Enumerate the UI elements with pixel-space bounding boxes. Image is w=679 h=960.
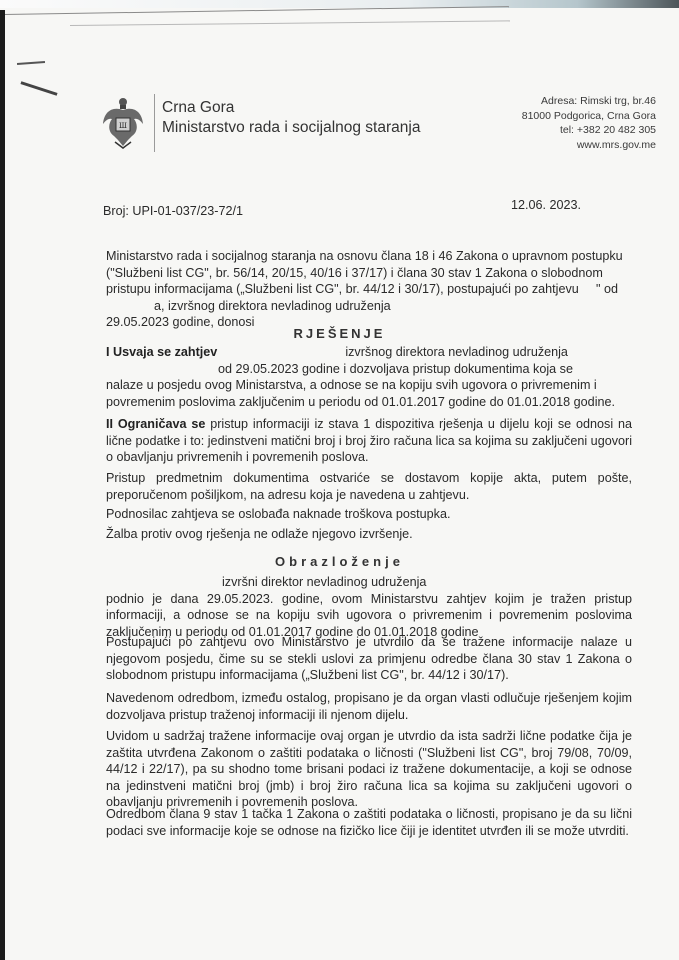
city-line: 81000 Podgorica, Crna Gora — [521, 109, 656, 122]
redacted-text — [217, 346, 345, 356]
section-1-paragraph — [106, 344, 632, 410]
phone-number: tel: +382 20 482 305 — [559, 124, 656, 136]
intro-line-end: " od — [596, 282, 618, 297]
reasoning-paragraph-1 — [106, 574, 632, 640]
section-1-line: nalaze u posjedu ovog Ministarstva, a odnose se na kopiju svih ugovora o privremenim i — [106, 378, 597, 393]
section-2-paragraph — [106, 416, 632, 466]
fee-paragraph: Podnosilac zahtjeva se oslobađa naknade troškova postupka. — [106, 507, 451, 521]
appeal-paragraph: Žalba protiv ovog rješenja ne odlaže njegovo izvršenje. — [106, 527, 413, 541]
section-1-line: povremenim poslovima zaključenim u periodu od 01.01.2017 godine do 01.01.2018 godine. — [106, 394, 615, 409]
reasoning-paragraph-2: Postupajući po zahtjevu ovo Ministarstvo je utvrdilo da se tražene informacije nalaze u njegovom posjedu, čime su se stekli uslovi za primjenu odredbe člana 30 stav 1 Zakona o slobodnom pristupu informacijama („Službeni list CG", br. 44/12 i 30/17). — [106, 635, 632, 683]
intro-line: Ministarstvo rada i socijalnog staranja na osnovu člana 18 i 46 Zakona o upravnom postupku — [106, 249, 623, 263]
reference-number: Broj: UPI-01-037/23-72/1 — [103, 204, 244, 218]
letterhead-divider — [154, 94, 155, 152]
section-1-lead: I Usvaja se zahtjev — [106, 345, 218, 359]
contact-block — [522, 94, 656, 152]
document-date: 12.06. 2023. — [511, 198, 582, 212]
coat-of-arms-icon — [100, 96, 146, 150]
organization-name — [162, 98, 420, 138]
website-link[interactable]: www.mrs.gov.me — [576, 138, 656, 151]
section-1-line — [106, 344, 632, 361]
section-2-lead: II Ograničava se — [106, 417, 206, 431]
intro-line: 29.05.2023 godine, donosi — [106, 315, 255, 330]
section-2-text: pristup informaciji iz stava 1 dispozitiva rješenja u dijelu koji se odnosi na lične podatke i to: jedinstveni matični broj i broj žiro računa lica sa kojima su zaključeni ugovori o obavljanju privremenih i povremenih poslova. — [106, 417, 632, 465]
section-1-text: izvršnog direktora nevladinog udruženja — [345, 345, 568, 359]
intro-line: ("Službeni list CG", br. 56/14, 20/15, 40/16 i 37/17) i člana 30 stav 1 Zakona o slobodnom — [106, 265, 603, 280]
decision-title: RJEŠENJE — [293, 326, 386, 341]
scan-mark — [17, 61, 45, 65]
letterhead — [96, 94, 656, 154]
svg-text:Ш: Ш — [119, 122, 127, 130]
intro-line-text: pristupu informacijama („Službeni list CG", br. 44/12 i 30/17), postupajući po zahtjevu — [106, 282, 579, 297]
section-1-line: od 29.05.2023 godine i dozvoljava pristup dokumentima koja se — [218, 361, 573, 376]
reasoning-title: Obrazloženje — [275, 554, 404, 569]
ministry-name: Ministarstvo rada i socijalnog staranja — [162, 119, 421, 136]
scan-left-border — [0, 10, 5, 960]
scanned-page-edge — [0, 0, 679, 8]
scan-mark — [20, 81, 57, 96]
address-line: Adresa: Rimski trg, br.46 — [541, 95, 656, 107]
reasoning-line: izvršni direktor nevladinog udruženja — [222, 575, 427, 589]
reasoning-paragraph-5: Odredbom člana 9 stav 1 tačka 1 Zakona o zaštiti podataka o ličnosti, propisano je da su lični podaci sve informacije koje se odnose na fizičko lice čiji je identitet utvrđen ili se može utvrditi. — [106, 807, 632, 838]
access-paragraph: Pristup predmetnim dokumentima ostvariće se dostavom kopije akta, putem pošte, preporučenom pošiljkom, na adresu koja je navedena u zahtjevu. — [106, 471, 632, 502]
intro-line: a, izvršnog direktora nevladinog udruženja — [154, 298, 391, 313]
intro-paragraph — [106, 248, 632, 331]
intro-line — [106, 281, 632, 298]
reasoning-paragraph-3: Navedenom odredbom, između ostalog, propisano je da organ vlasti odlučuje rješenjem kojim dozvoljava pristup traženoj informaciji ili njenom dijelu. — [106, 691, 632, 722]
reasoning-text: podnio je dana 29.05.2023. godine, ovom Ministarstvu zahtjev kojim je tražen pristup informaciji, a odnose se na kopiju svih ugovora o privremenim i povremenim poslovima zaključenim u periodu od 01.01.2017 godine do 01.01.2018 godine — [106, 591, 632, 639]
reasoning-paragraph-4: Uvidom u sadržaj tražene informacije ovaj organ je utvrdio da ista sadrži lične podatke čija je zaštita utvrđena Zakonom o zaštiti podataka o ličnosti ("Službeni list CG", broj 79/08, 70/09, 44/12 i 22/17), pa su shodno tome brisani podaci iz tražene dokumentacije, a koji se odnose na jedinstveni matični broj (jmb) i broj žiro računa lica sa kojima su zaključeni ugovori o obavljanju privremenih i povremenih poslova. — [106, 729, 632, 810]
country-name: Crna Gora — [162, 99, 235, 116]
scan-fold-line — [70, 20, 510, 26]
